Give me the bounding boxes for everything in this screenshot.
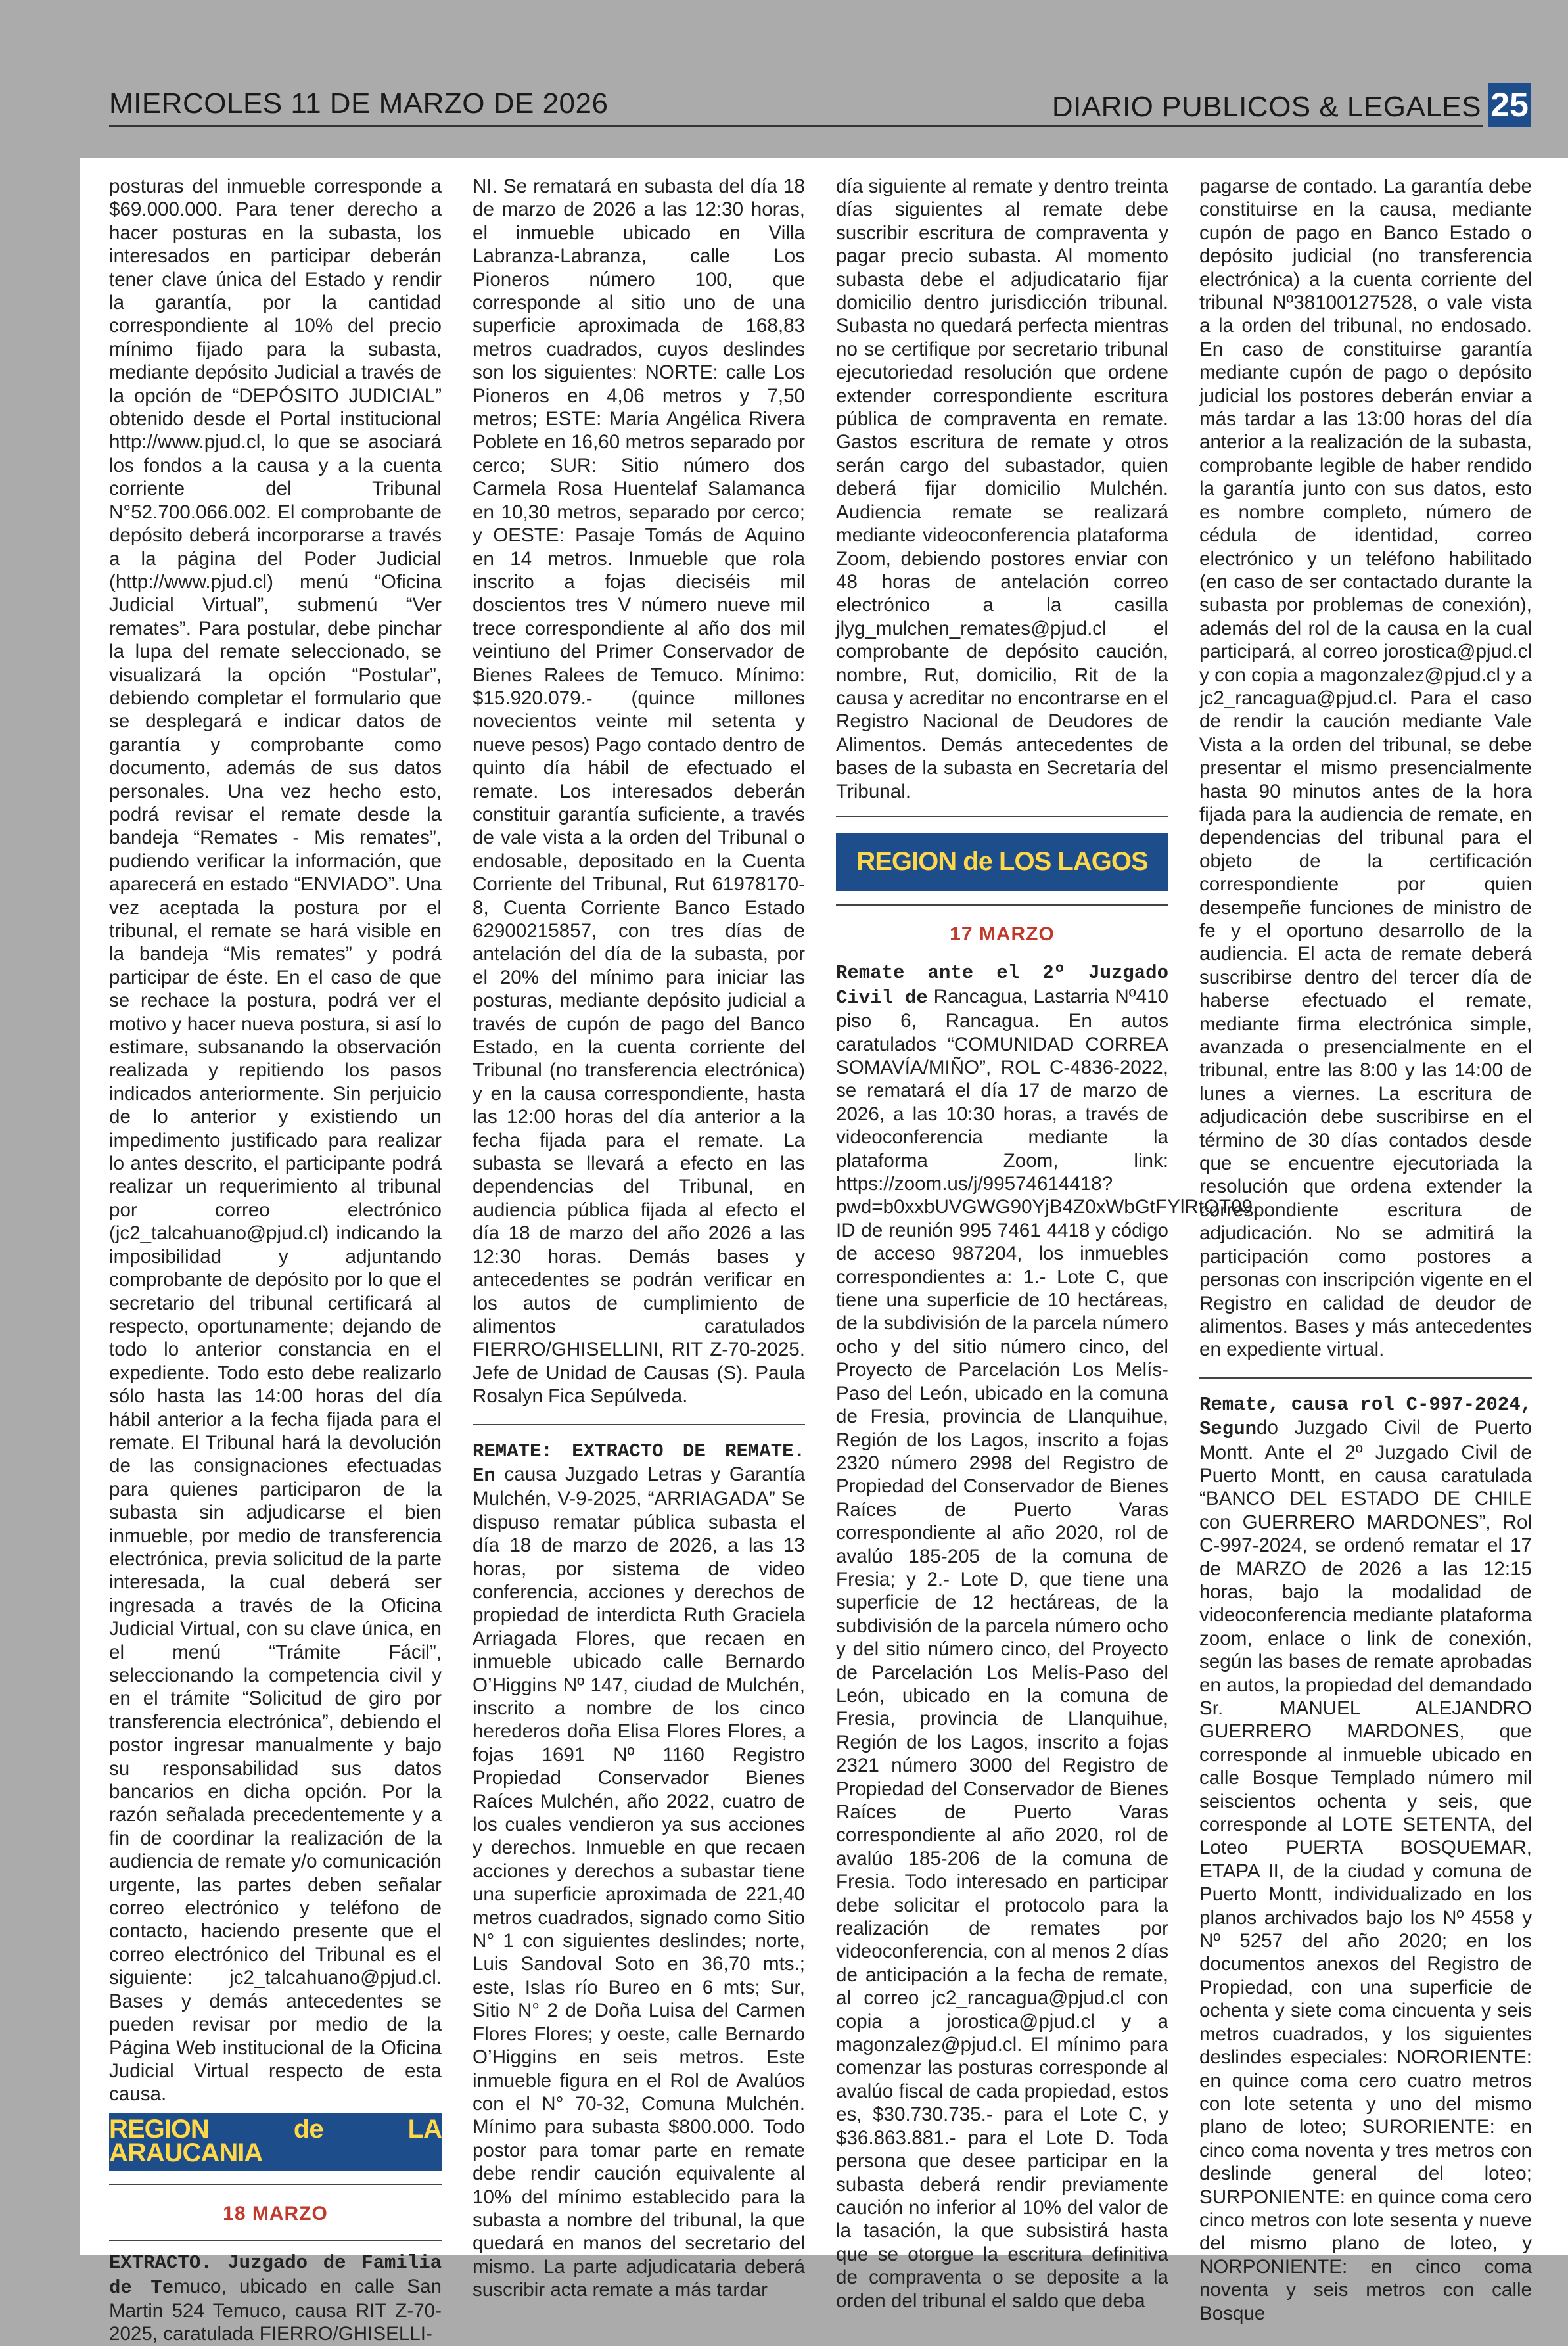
region-title: REGION de LOS LAGOS [856, 847, 1148, 877]
notice-lead: REMATE: EXTRACTO DE REMATE. En [473, 1440, 805, 1486]
notice-lead: EXTRACTO. Juzgado de Familia de Te [109, 2252, 442, 2299]
newspaper-title: DIARIO PUBLICOS & LEGALES [1051, 91, 1481, 123]
notice-text [109, 2250, 442, 2346]
divider [836, 816, 1168, 817]
notice-text: posturas del inmueble corresponde a $69.000.000. Para tener derecho a hacer posturas en la subasta, los interesados en participar deberán tener clave única del Estado y rendir la garantía, por la cantidad correspondiente al 10% del precio mínimo fijado para la subasta, mediante depósito Judicial a través de la opción de “DEPÓSITO JUDICIAL” obtenido desde el Portal institucional http://www.pjud.cl, lo que se asociará los fondos a la causa y a la cuenta corriente del Tribunal N°52.700.066.002. El comprobante de depósito deberá incorporarse a través a la página del Poder Judicial (http://www.pjud.cl) menú “Oficina Judicial Virtual”, submenú “Ver remates”. Para postular, debe pinchar la lupa del remate seleccionado, se visualizará la opción “Postular”, debiendo completar el formulario que se desplegará e indicar datos de garantía y comprobante como documento, además de sus datos personales. Una vez hecho esto, podrá revisar el remate desde la bandeja “Remates - Mis remates”, pudiendo verificar la información, que aparecerá en estado “ENVIADO”. Una vez aceptada la postura por el tribunal, el remate se hará visible en la bandeja “Mis remates” y podrá participar de éste. En el caso de que se rechace la postura, podrá ver el motivo y hacer nueva postura, si así lo estimare, subsanando la observación realizada y repitiendo los pasos indicados anteriormente. Sin perjuicio de lo anterior y existiendo un impedimento justificado para realizar lo antes descrito, el participante podrá realizar un requerimiento al tribunal por correo electrónico (jc2_talcahuano@pjud.cl) indicando la imposibilidad y adjuntando comprobante de depósito por lo que el secretario del tribunal certificará al respecto, oportunamente; dejando de todo lo anterior constancia en el expediente. Todo esto debe realizarlo sólo hasta las 14:00 horas del día hábil anterior a la fecha fijada para el remate. El Tribunal hará la devolución de las consignaciones efectuadas para quienes participaron de la subasta sin adjudicarse el bien inmueble, por medio de transferencia electrónica, previa solicitud de la parte interesada, la cual deberá ser ingresada a través de la Oficina Judicial Virtual, con su clave única, en el menú “Trámite Fácil”, seleccionando la competencia civil y en el trámite “Solicitud de giro por transferencia electrónica”, debiendo el postor ingresar manualmente y bajo su responsabilidad sus datos bancarios en dicha opción. Por la razón señalada precedentemente y a fin de coordinar la realización de la audiencia de remate y/o comunicación urgente, las partes deben señalar correo electrónico y teléfono de contacto, haciendo presente que el correo electrónico del Tribunal es el siguiente: jc2_talcahuano@pjud.cl. Bases y demás antecedentes se pueden revisar por medio de la Página Web institucional de la Oficina Judicial Virtual respecto de esta causa. [109, 175, 442, 2105]
divider [109, 2184, 442, 2185]
notice-text [473, 1438, 805, 2302]
region-banner-los-lagos [836, 833, 1168, 891]
divider [109, 2240, 442, 2241]
divider [836, 904, 1168, 906]
page-number: 25 [1488, 83, 1531, 127]
notice-text: NI. Se rematará en subasta del día 18 de marzo de 2026 a las 12:30 horas, el inmueble ubicado en Villa Labranza-Labranza, calle Los Pioneros número 100, que corresponde al sitio uno de una superficie aproximada de 168,83 metros cuadrados, cuyos deslindes son los siguientes: NORTE: calle Los Pioneros en 4,06 metros y 7,50 metros; ESTE: María Angélica Rivera Poblete en 16,60 metros separado por cerco; SUR: Sitio número dos Carmela Rosa Huentelaf Salamanca en 10,30 metros, separado por cerco; y OESTE: Pasaje Tomás de Aquino en 14 metros. Inmueble que rola inscrito a fojas dieciséis mil doscientos tres V número nueve mil trece correspondiente al año dos mil veintiuno del Primer Conservador de Bienes Ralees de Temuco. Mínimo: $15.920.079.- (quince millones novecientos veinte mil setenta y nueve pesos) Pago contado dentro de quinto día hábil de efectuado el remate. Los interesados deberán constituir garantía suficiente, a través de vale vista a la orden del Tribunal o endosable, depositado en la Cuenta Corriente del Tribunal, Rut 61978170-8, Cuenta Corriente Banco Estado 62900215857, con tres días de antelación del día de la subasta, por el 20% del mínimo para iniciar las posturas, mediante depósito judicial a través de cupón de pago del Banco Estado, en la cuenta corriente del Tribunal (no transferencia electrónica) y en la causa correspondiente, hasta las 12:00 horas del día anterior a la fecha fijada para el remate. La subasta se llevará a efecto en las dependencias del Tribunal, en audiencia pública fijada al efecto el día 18 de marzo del año 2026 a las 12:30 horas. Demás bases y antecedentes se podrán verificar en los autos de cumplimiento de alimentos caratulados FIERRO/GHISELLINI, RIT Z-70-2025. Jefe de Unidad de Causas (S). Paula Rosalyn Fica Sepúlveda. [473, 175, 805, 1408]
header-date: MIERCOLES 11 DE MARZO DE 2026 [109, 87, 609, 120]
column-4 [1199, 175, 1532, 2325]
header-rule [109, 125, 1483, 127]
date-heading: 17 MARZO [950, 923, 1055, 945]
column-1 [109, 175, 442, 2346]
region-title: REGION de LA ARAUCANIA [109, 2115, 442, 2167]
region-banner-araucania [109, 2113, 442, 2171]
divider [1199, 1377, 1532, 1379]
notice-body: do Juzgado Civil de Puerto Montt. Ante el 2º Juzgado Civil de Puerto Montt, en causa caratulada “BANCO DEL ESTADO DE CHILE con GUERRERO MARDONES”, Rol C-997-2024, se ordenó rematar el 17 de MARZO de 2026 a las 12:15 horas, bajo la modalidad de videoconferencia mediante plataforma zoom, enlace o link de conexión, según las bases de remate aprobadas en autos, la propiedad del demandado Sr. MANUEL ALEJANDRO GUERRERO MARDONES, que corresponde al inmueble ubicado en calle Bosque Templado número mil seiscientos ochenta y seis, que corresponde al LOTE SETENTA, del Loteo PUERTA BOSQUEMAR, ETAPA II, de la ciudad y comuna de Puerto Montt, individualizado en los planos archivados bajo los Nº 4558 y Nº 5257 del año 2020; en los documentos anexos del Registro de Propiedad, con una superficie de ochenta y siete coma cincuenta y seis metros cuadrados, y los siguientes deslindes especiales: NORORIENTE: en quince coma cero cuatro metros con lote setenta y uno del mismo plano de loteo; SURORIENTE: en cinco coma noventa y tres metros con deslinde general del loteo; SURPONIENTE: en quince coma cero cinco metros con lote sesenta y nueve del mismo plano de loteo, y NORPONIENTE: en cinco coma noventa y seis metros con calle Bosque [1199, 1417, 1532, 2324]
notice-body: Rancagua, Lastarria Nº410 piso 6, Rancagua. En autos caratulados “COMUNIDAD CORREA SOMAVÍA/MIÑO”, ROL C-4836-2022, se rematará el día 17 de marzo de 2026, a las 10:30 horas, a través de videoconferencia mediante la plataforma Zoom, link: https://zoom.us/j/99574614418?pwd=b0xxbUVGWG90YjB4Z0xWbGtFYlRtQT09, ID de reunión 995 7461 4418 y código de acceso 987204, los inmuebles correspondientes a: 1.- Lote C, que tiene una superficie de 10 hectáreas, de la subdivisión de la parcela número ocho y del sitio número cinco, del Proyecto de Parcelación Los Melís-Paso del León, ubicado en la comuna de Fresia, provincia de Llanquihue, Región de los Lagos, inscrito a fojas 2320 número 2998 del Registro de Propiedad del Conservador de Bienes Raíces de Puerto Varas correspondiente al año 2020, rol de avalúo 185-205 de la comuna de Fresia; y 2.- Lote D, que tiene una superficie de 12 hectáreas, de la subdivisión de la parcela número ocho y del sitio número cinco, del Proyecto de Parcelación Los Melís-Paso del León, ubicado en la comuna de Fresia, provincia de Llanquihue, Región de los Lagos, inscrito a fojas 2321 número 3000 del Registro de Propiedad del Conservador de Bienes Raíces de Puerto Varas correspondiente al año 2020, rol de avalúo 185-206 de la comuna de Fresia. Todo interesado en participar debe solicitar el protocolo para la realización de remates por videoconferencia, con al menos 2 días de anticipación a la fecha de remate, al correo jc2_rancagua@pjud.cl con copia a jorostica@pjud.cl y a magonzalez@pjud.cl. El mínimo para comenzar las posturas corresponde al avalúo fiscal de cada propiedad, estos es, $30.730.735.- para el Lote C, y $36.863.881.- para el Lote D. Toda persona que desee participar en la subasta deberá rendir previamente caución no inferior al 10% del valor de la tasación, la que subsistirá hasta que se otorgue la escritura definitiva de compraventa o se deposite a la orden del tribunal el saldo que deba [836, 985, 1258, 2312]
column-3 [836, 175, 1258, 2312]
divider [473, 1424, 805, 1425]
notice-text: día siguiente al remate y dentro treinta días siguientes al remate debe suscribir escritura de compraventa y pagar precio subasta. Al momento subasta debe el adjudicatario fijar domicilio dentro jurisdicción tribunal. Subasta no quedará perfecta mientras no se certifique por secretario tribunal ejecutoriedad resolución que ordene extender correspondiente escritura pública de compraventa en remate. Gastos escritura de remate y otros serán cargo del subastador, quien deberá fijar domicilio Mulchén. Audiencia remate se realizará mediante videoconferencia plataforma Zoom, debiendo postores enviar con 48 horas de antelación correo electrónico a la casilla jlyg_mulchen_remates@pjud.cl el comprobante de depósito caución, nombre, Rut, domicilio, Rit de la causa y acreditar no encontrarse en el Registro Nacional de Deudores de Alimentos. Demás antecedentes de bases de la subasta en Secretaría del Tribunal. [836, 175, 1168, 802]
notice-text: pagarse de contado. La garantía debe constituirse en la causa, mediante cupón de pago en Banco Estado o depósito judicial (no transferencia electrónica) a la cuenta corriente del tribunal Nº38100127528, o vale vista a la orden del tribunal, no endosado. En caso de constituirse garantía mediante cupón de pago o depósito judicial los postores deberán enviar a más tardar a las 13:00 horas del día anterior a la realización de la subasta, comprobante legible de haber rendido la garantía junto con sus datos, esto es nombre completo, número de cédula de identidad, correo electrónico y un teléfono habilitado (en caso de ser contactado durante la subasta por problemas de conexión), además del rol de la causa en la cual participará, al correo jorostica@pjud.cl y con copia a magonzalez@pjud.cl y a jc2_rancagua@pjud.cl. Para el caso de rendir la caución mediante Vale Vista a la orden del tribunal, se debe presentar el mismo presencialmente hasta 90 minutos antes de la hora fijada para la audiencia de remate, en dependencias del tribunal para el objeto de la certificación correspondiente por quien desempeñe funciones de ministro de fe y el oportuno desarrollo de la audiencia. El acta de remate deberá suscribirse dentro del tercer día de haberse efectuado el remate, mediante firma electrónica simple, avanzada o presencialmente en el tribunal, entre las 8:00 y las 14:00 de lunes a viernes. La escritura de adjudicación debe suscribirse en el término de 30 días contados desde que se encuentre ejecutoriada la resolución que ordena extender la correspondiente escritura de adjudicación. No se admitirá la participación como postores a personas con inscripción vigente en el Registro en calidad de deudor de alimentos. Bases y más antecedentes en expediente virtual. [1199, 175, 1532, 1361]
notice-body: causa Juzgado Letras y Garantía Mulchén, V-9-2025, “ARRIAGADA” Se dispuso rematar pública subasta el día 18 de marzo de 2026, a las 13 horas, por sistema de video conferencia, acciones y derechos de propiedad de interdicta Ruth Graciela Arriagada Flores, que recaen en inmueble ubicado calle Bernardo O’Higgins Nº 147, ciudad de Mulchén, inscrito a nombre de los cinco herederos doña Elisa Flores Flores, a fojas 1691 Nº 1160 Registro Propiedad Conservador Bienes Raíces Mulchén, año 2022, cuatro de los cuales vendieron ya sus acciones y derechos. Inmueble en que recaen acciones y derechos a subastar tiene una superficie aproximada de 221,40 metros cuadrados, signado como Sitio N° 1 con siguientes deslindes; norte, Luis Sandoval Soto en 36,70 mts.; este, Islas río Bureo en 6 mts; Sur, Sitio N° 2 de Doña Luisa del Carmen Flores Flores; y oeste, calle Bernardo O’Higgins en seis metros. Este inmueble figura en el Rol de Avalúos con el N° 70-32, Comuna Mulchén. Mínimo para subasta $800.000. Todo postor para tomar parte en remate debe rendir caución equivalente al 10% del mínimo establecido para la subasta a nombre del tribunal, la que quedará en manos del secretario del mismo. La parte adjudicataria deberá suscribir acta remate a más tardar [473, 1463, 805, 2301]
page-sheet [80, 158, 1568, 2345]
notice-text [1199, 1392, 1532, 2325]
notice-body: muco, ubicado en calle San Martin 524 Temuco, causa RIT Z-70-2025, caratulada FIERRO/GHISELLI- [109, 2275, 442, 2345]
notice-text [836, 960, 1258, 2312]
notice-lead: Remate, causa rol C-997-2024, Segun [1199, 1393, 1532, 1440]
notice-lead: Remate ante el 2º Juzgado Civil de [836, 962, 1168, 1009]
date-heading: 18 MARZO [223, 2202, 328, 2224]
column-2 [473, 175, 805, 2302]
